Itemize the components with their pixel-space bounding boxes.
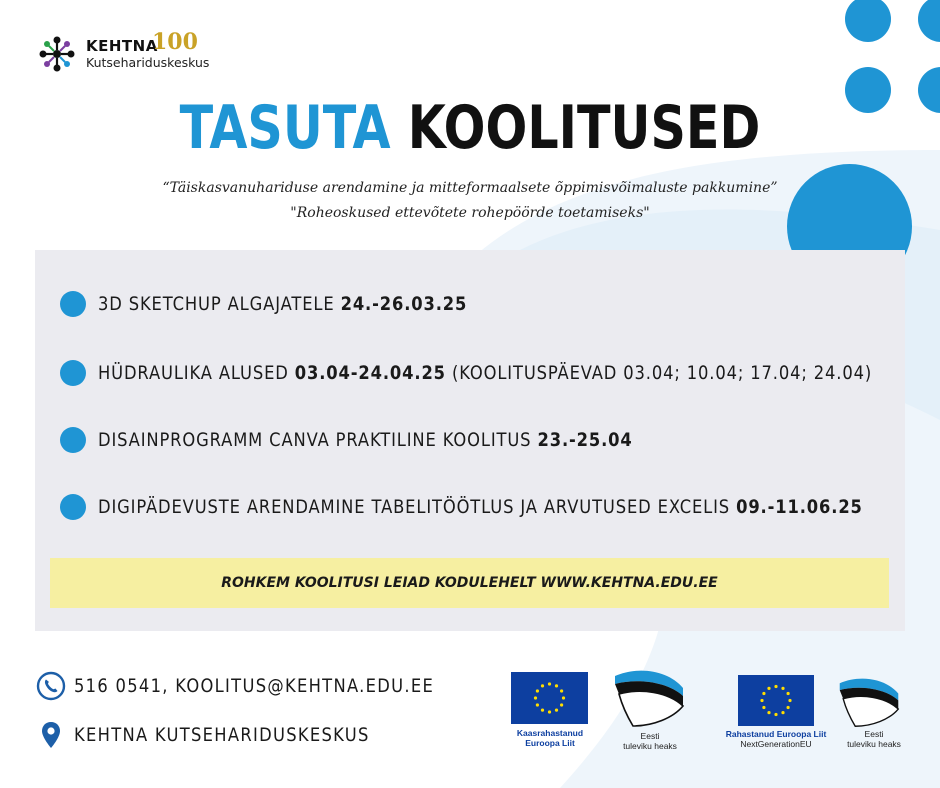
phone-icon <box>36 671 66 701</box>
course-text <box>98 496 863 518</box>
title-part-1: TASUTA <box>179 93 391 163</box>
eu-caption-line: Euroopa Liit <box>525 738 575 748</box>
bullet-icon <box>60 494 86 520</box>
phone-email-text[interactable]: 516 0541, KOOLITUS@KEHTNA.EDU.EE <box>74 675 435 697</box>
eu-caption-line: Kaasrahastanud <box>516 728 584 738</box>
est-caption-line: Eesti <box>864 729 884 739</box>
course-dates: 23.-25.04 <box>537 429 633 451</box>
bullet-icon <box>60 360 86 386</box>
contact-location <box>36 719 418 751</box>
banner-text[interactable]: ROHKEM KOOLITUSI LEIAD KODULEHELT WWW.KEHTNA.EDU.EE <box>221 575 718 591</box>
logo-name: KEHTNA <box>86 37 158 55</box>
est-caption-line: Eesti <box>640 731 660 741</box>
bullet-icon <box>60 291 86 317</box>
website-banner <box>50 558 889 608</box>
eu-caption-line: Rahastanud Euroopa Liit <box>725 729 827 739</box>
eu-flag-icon <box>511 672 588 724</box>
eu-caption-1 <box>500 728 600 748</box>
course-item <box>60 289 527 319</box>
kehtna-logo <box>36 29 236 81</box>
logo-mark-icon <box>36 33 78 75</box>
estonia-logo-icon <box>838 676 900 730</box>
course-name: DIGIPÄDEVUSTE ARENDAMINE TABELITÖÖTLUS JA ARVUTUSED EXCELIS <box>98 496 731 518</box>
course-extra: (KOOLITUSPÄEVAD 03.04; 10.04; 17.04; 24.04) <box>451 362 873 384</box>
estonia-caption-1 <box>610 731 690 751</box>
title-part-2: KOOLITUSED <box>407 93 761 163</box>
course-name: HÜDRAULIKA ALUSED <box>98 362 289 384</box>
eu-flag-icon <box>738 675 814 726</box>
estonia-caption-2 <box>836 729 912 749</box>
course-item <box>60 358 940 388</box>
course-text <box>98 293 467 315</box>
contact-phone-email <box>36 670 493 702</box>
bullet-icon <box>60 427 86 453</box>
course-item <box>60 492 940 522</box>
est-caption-line: tuleviku heaks <box>623 741 677 751</box>
course-item <box>60 425 720 455</box>
location-pin-icon <box>36 720 66 750</box>
course-dates: 24.-26.03.25 <box>340 293 468 315</box>
course-text <box>98 362 872 384</box>
logo-subtitle: Kutsehariduskeskus <box>86 55 210 70</box>
course-dates: 09.-11.06.25 <box>736 496 863 518</box>
subtitle-2: "Roheoskused ettevõtete rohepöörde toetamiseks" <box>290 205 650 221</box>
eu-caption-2 <box>718 729 834 749</box>
page-title <box>85 88 856 168</box>
course-dates: 03.04-24.04.25 <box>294 362 446 384</box>
logo-anniversary: 100 <box>152 29 198 55</box>
eu-caption-line: NextGenerationEU <box>740 739 812 749</box>
estonia-logo-icon <box>613 668 685 730</box>
course-name: 3D SKETCHUP ALGAJATELE <box>98 293 335 315</box>
course-name: DISAINPROGRAMM CANVA PRAKTILINE KOOLITUS <box>98 429 532 451</box>
course-text <box>98 429 633 451</box>
subtitle-1: “Täiskasvanuhariduse arendamine ja mitteformaalsete õppimisvõimaluste pakkumine” <box>162 180 778 196</box>
est-caption-line: tuleviku heaks <box>847 739 901 749</box>
location-text: KEHTNA KUTSEHARIDUSKESKUS <box>74 724 370 746</box>
